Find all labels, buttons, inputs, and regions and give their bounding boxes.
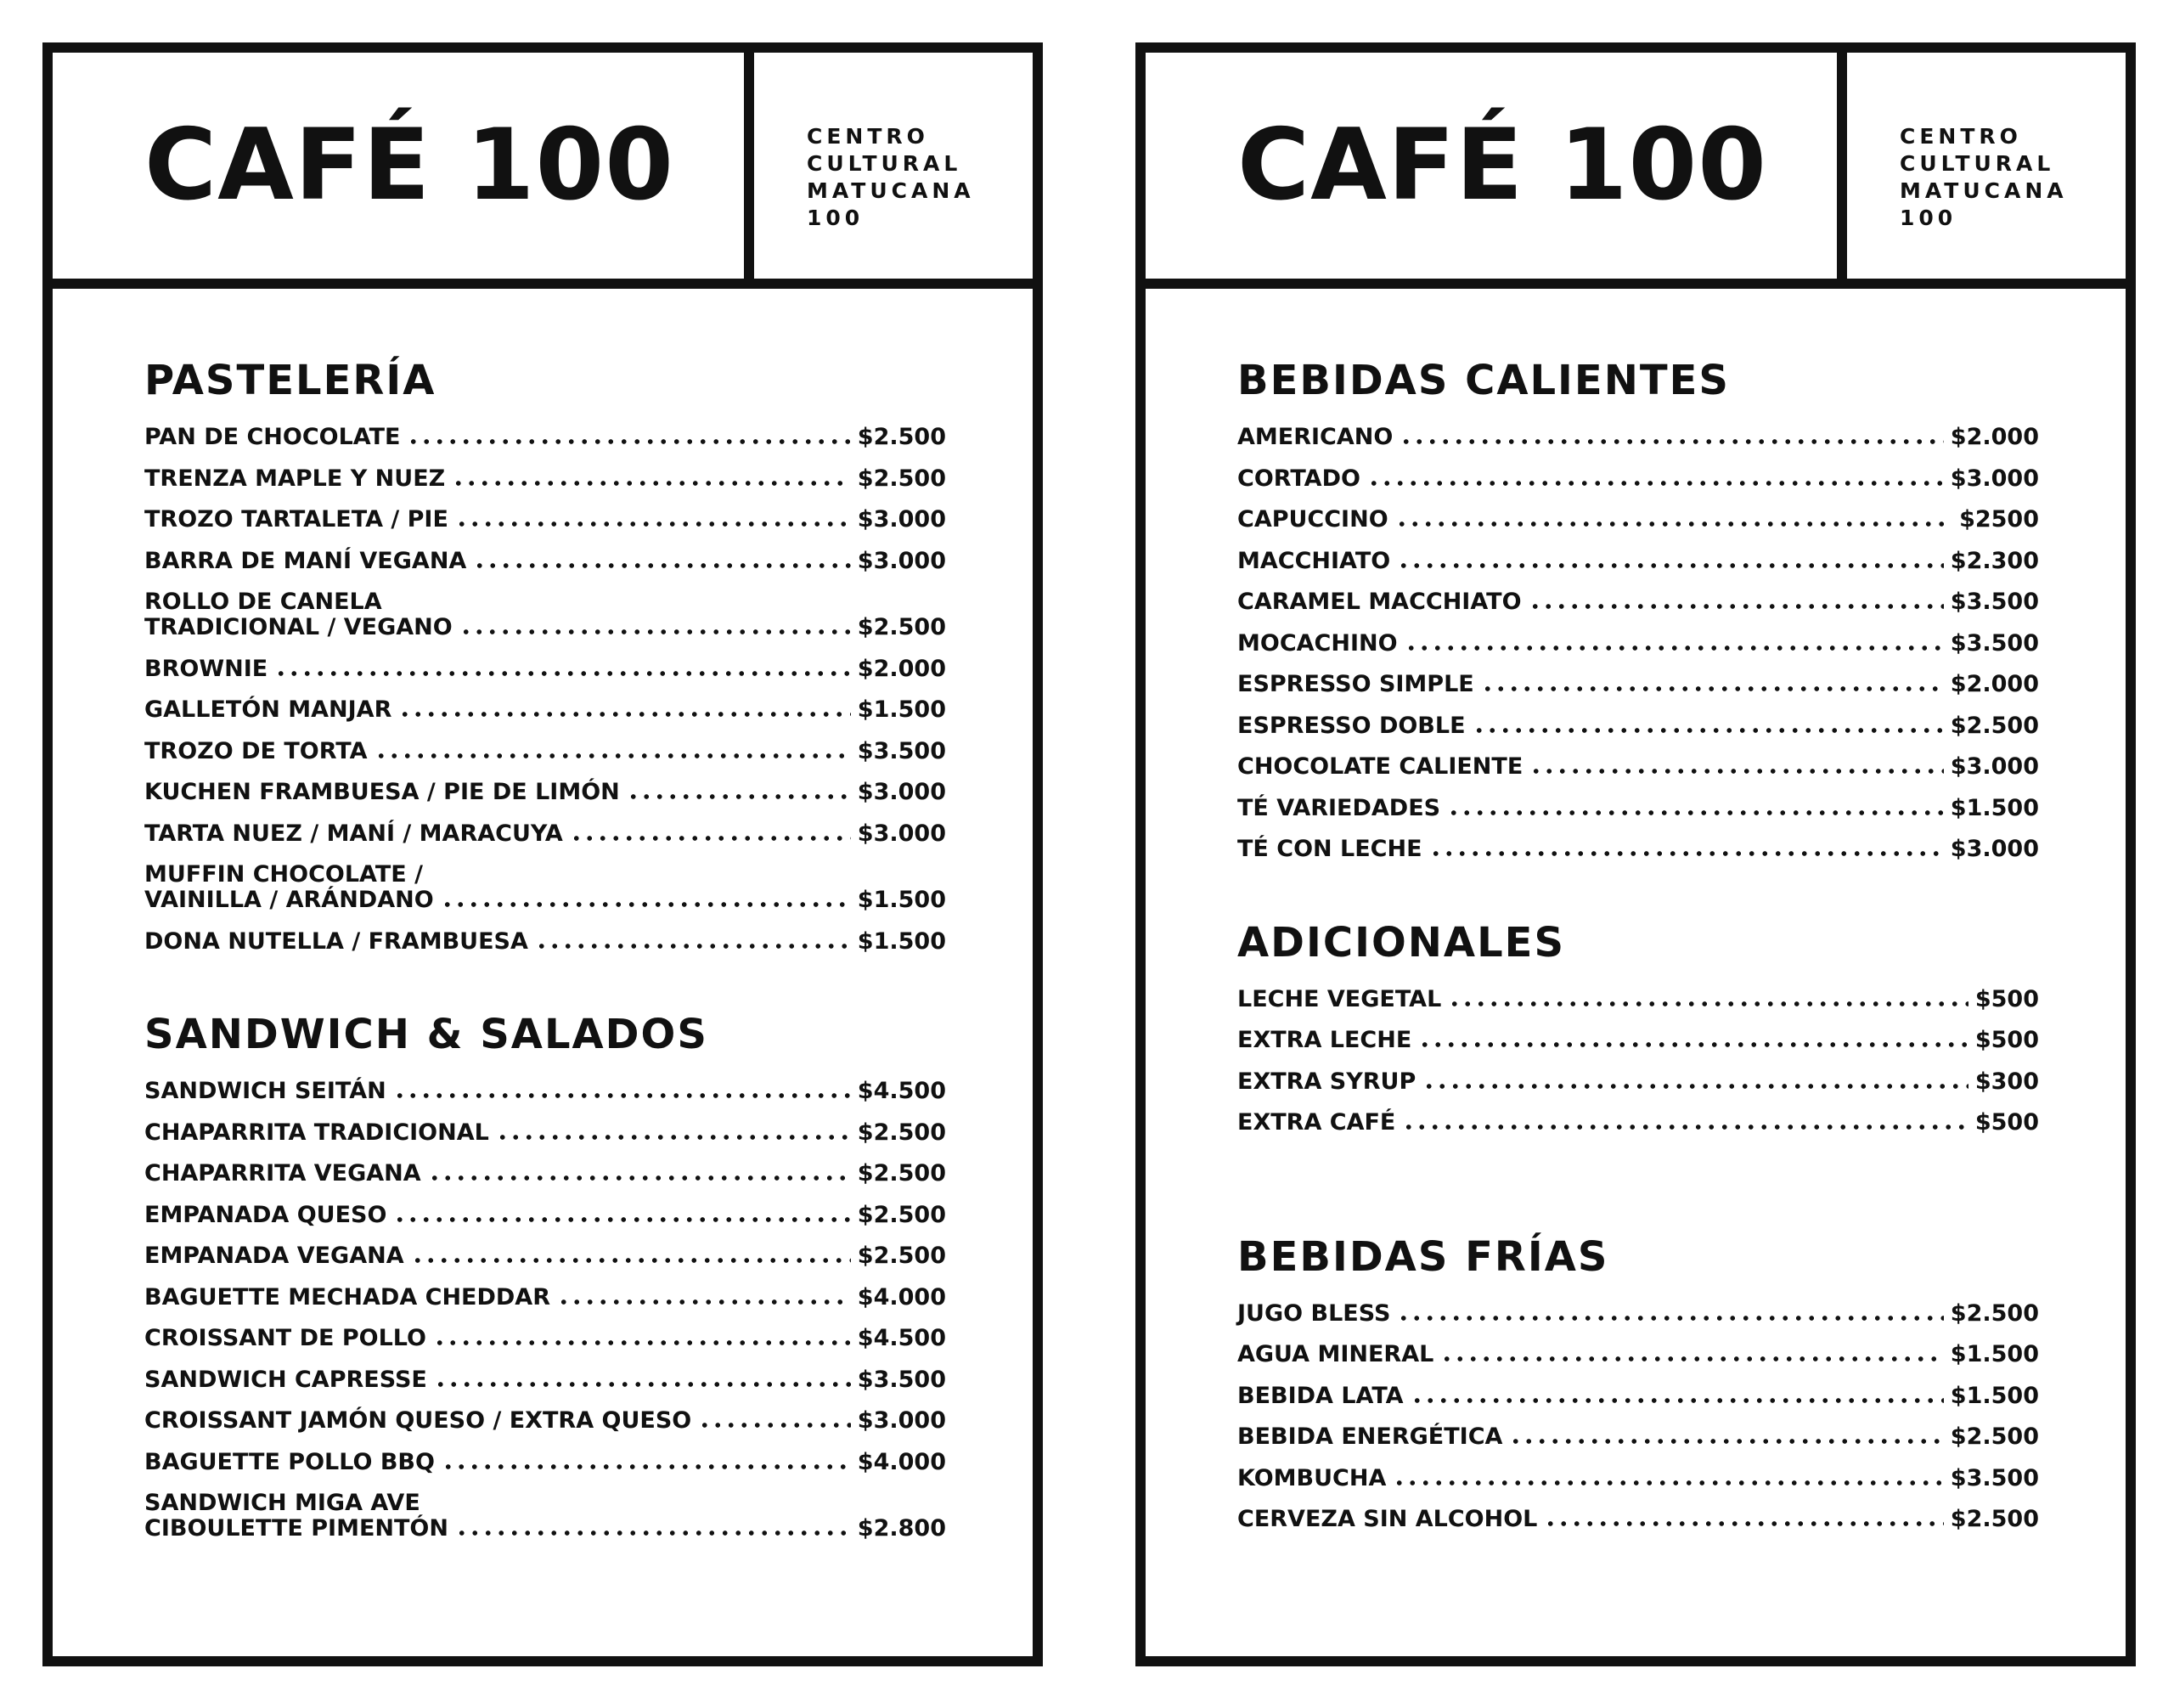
menu-item xyxy=(144,1450,946,1475)
menu-item-price: $1.500 xyxy=(857,887,946,913)
menu-item-price: $4.000 xyxy=(857,1448,946,1475)
menu-item-price: $1.500 xyxy=(1950,794,2039,821)
menu-item-price: $3.000 xyxy=(857,506,946,533)
header-title-cell xyxy=(53,53,754,279)
menu-item xyxy=(1237,1028,2039,1053)
menu-item-price: $500 xyxy=(1974,985,2039,1012)
menu-item xyxy=(144,1285,946,1311)
menu-item-name: TÉ CON LECHE xyxy=(1237,836,1422,862)
menu-item-price: $3.500 xyxy=(1950,1464,2039,1491)
menu-item-price: $2.500 xyxy=(1950,1299,2039,1327)
menu-item xyxy=(1237,796,2039,821)
menu-item-name: KUCHEN FRAMBUESA / PIE DE LIMÓN xyxy=(144,779,620,805)
menu-item xyxy=(1237,672,2039,697)
menu-item xyxy=(144,1120,946,1146)
dot-leader xyxy=(1397,1303,1943,1323)
dot-leader xyxy=(1405,633,1944,653)
item-list xyxy=(1237,987,2039,1136)
menu-item-price: $2.000 xyxy=(857,655,946,682)
menu-item-name: ROLLO DE CANELA TRADICIONAL / VEGANO xyxy=(144,589,453,640)
menu-item-price: $2.500 xyxy=(1950,712,2039,739)
section-title: PASTELERÍA xyxy=(144,357,436,404)
menu-item xyxy=(144,657,946,682)
menu-item-price: $1.500 xyxy=(857,927,946,955)
menu-item-price: $500 xyxy=(1974,1027,2039,1053)
section-title: ADICIONALES xyxy=(1237,918,1566,967)
section-bebidas-frias xyxy=(1237,1233,2039,1533)
menu-item-price: $3.000 xyxy=(1950,836,2039,862)
menu-item-name: EXTRA LECHE xyxy=(1237,1027,1412,1053)
menu-item-name: SANDWICH CAPRESSE xyxy=(144,1366,427,1393)
dot-leader xyxy=(455,1518,851,1538)
menu-item xyxy=(144,507,946,533)
menu-item-price: $1.500 xyxy=(1950,1382,2039,1409)
menu-item-name: BARRA DE MANÍ VEGANA xyxy=(144,547,467,574)
menu-item-price: $2.300 xyxy=(1950,547,2039,574)
menu-item xyxy=(1237,549,2039,574)
dot-leader xyxy=(557,1287,851,1307)
menu-item-name: BEBIDA LATA xyxy=(1237,1382,1404,1409)
menu-item-price: $3.000 xyxy=(857,779,946,805)
dot-leader xyxy=(452,468,851,488)
menu-item xyxy=(1237,1466,2039,1491)
venue-line: 100 xyxy=(807,206,865,230)
menu-item-name: SANDWICH SEITÁN xyxy=(144,1078,386,1104)
menu-item-price: $4.500 xyxy=(857,1078,946,1104)
menu-panel-left xyxy=(42,42,1043,1666)
venue-name xyxy=(1900,123,2068,232)
menu-item-price: $2.000 xyxy=(1950,424,2039,450)
menu-item-name: CARAMEL MACCHIATO xyxy=(1237,589,1522,615)
dot-leader xyxy=(1509,1426,1943,1446)
menu-item-price: $2.500 xyxy=(857,614,946,640)
menu-item xyxy=(144,1161,946,1187)
menu-item-price: $300 xyxy=(1974,1068,2039,1095)
dot-leader xyxy=(1400,426,1943,447)
menu-item-name: EMPANADA QUESO xyxy=(144,1201,387,1228)
dot-leader xyxy=(1411,1385,1944,1406)
menu-item-name: CAPUCCINO xyxy=(1237,506,1388,533)
menu-item-price: $1.500 xyxy=(857,696,946,723)
dot-leader xyxy=(1367,468,1944,488)
dot-leader xyxy=(274,658,851,679)
section-bebidas-calientes xyxy=(1237,357,2039,862)
section-adicionales xyxy=(1237,919,2039,1136)
menu-item-name: MOCACHINO xyxy=(1237,629,1398,657)
menu-item xyxy=(144,1326,946,1351)
menu-item-name: MUFFIN CHOCOLATE / VAINILLA / ARÁNDANO xyxy=(144,861,434,913)
menu-item-price: $2.500 xyxy=(857,1160,946,1187)
dot-leader xyxy=(393,1204,850,1225)
menu-item-name: CROISSANT DE POLLO xyxy=(144,1325,426,1351)
menu-item xyxy=(144,821,946,847)
menu-item xyxy=(144,929,946,955)
cafe-title: CAFÉ 100 xyxy=(144,108,674,223)
menu-content-left xyxy=(144,357,946,1558)
menu-item-name: CHOCOLATE CALIENTE xyxy=(1237,753,1523,780)
menu-item-price: $3.500 xyxy=(1950,589,2039,615)
venue-line: CENTRO xyxy=(807,124,929,149)
dot-leader xyxy=(407,426,850,447)
dot-leader xyxy=(1422,1071,1968,1091)
menu-item xyxy=(144,739,946,764)
dot-leader xyxy=(411,1245,851,1265)
menu-item-name: TÉ VARIEDADES xyxy=(1237,794,1441,821)
menu-item xyxy=(144,1367,946,1393)
menu-item xyxy=(1237,754,2039,780)
menu-item-name: BROWNIE xyxy=(144,655,268,682)
menu-item xyxy=(144,780,946,805)
menu-item xyxy=(144,1491,946,1542)
venue-line: CULTURAL xyxy=(807,151,962,176)
menu-item xyxy=(144,1079,946,1104)
cafe-title: CAFÉ 100 xyxy=(1237,108,1767,223)
menu-item-name: TRENZA MAPLE Y NUEZ xyxy=(144,465,446,492)
menu-item-name: LECHE VEGETAL xyxy=(1237,985,1442,1012)
menu-item-price: $3.000 xyxy=(857,547,946,574)
section-title: BEBIDAS CALIENTES xyxy=(1237,357,1730,404)
item-list xyxy=(1237,1301,2039,1533)
dot-leader xyxy=(535,931,851,951)
dot-leader xyxy=(398,699,850,719)
venue-line: CULTURAL xyxy=(1900,151,2055,176)
menu-item-name: GALLETÓN MANJAR xyxy=(144,696,392,723)
menu-item-name: CERVEZA SIN ALCOHOL xyxy=(1237,1506,1538,1532)
menu-item-price: $2.500 xyxy=(857,1201,946,1228)
item-list xyxy=(144,425,946,955)
menu-item xyxy=(1237,713,2039,739)
section-pasteleria xyxy=(144,357,946,955)
menu-item xyxy=(144,697,946,723)
menu-item-name: BAGUETTE POLLO BBQ xyxy=(144,1448,435,1475)
menu-item xyxy=(1237,1507,2039,1532)
menu-item-name: SANDWICH MIGA AVE CIBOULETTE PIMENTÓN xyxy=(144,1490,448,1542)
venue-line: MATUCANA xyxy=(1900,178,2068,203)
venue-line: 100 xyxy=(1900,206,1957,230)
menu-item-name: BEBIDA ENERGÉTICA xyxy=(1237,1423,1503,1450)
menu-item-name: AGUA MINERAL xyxy=(1237,1341,1434,1367)
menu-item-name: CROISSANT JAMÓN QUESO / EXTRA QUESO xyxy=(144,1407,692,1434)
dot-leader xyxy=(375,741,851,761)
section-title: BEBIDAS FRÍAS xyxy=(1237,1232,1609,1281)
menu-item-price: $500 xyxy=(1974,1109,2039,1136)
item-list xyxy=(1237,425,2039,862)
menu-item xyxy=(1237,1110,2039,1136)
menu-item-price: $3.500 xyxy=(857,737,946,764)
menu-item-name: BAGUETTE MECHADA CHEDDAR xyxy=(144,1283,550,1311)
menu-item xyxy=(144,466,946,492)
menu-item-name: KOMBUCHA xyxy=(1237,1464,1387,1491)
menu-item-name: ESPRESSO DOBLE xyxy=(1237,712,1466,739)
menu-item-price: $2.500 xyxy=(857,424,946,450)
menu-item-price: $2.800 xyxy=(857,1515,946,1542)
menu-item-price: $2.500 xyxy=(857,1243,946,1269)
menu-item xyxy=(1237,589,2039,615)
dot-leader xyxy=(1440,1344,1944,1364)
menu-item xyxy=(1237,1384,2039,1409)
menu-item-price: $3.000 xyxy=(857,1407,946,1434)
menu-item xyxy=(144,549,946,574)
menu-content-right xyxy=(1237,357,2039,1548)
menu-item-name: TROZO TARTALETA / PIE xyxy=(144,506,448,533)
dot-leader xyxy=(627,781,851,802)
menu-item-name: TARTA NUEZ / MANÍ / MARACUYA xyxy=(144,820,563,847)
menu-item-price: $4.000 xyxy=(857,1283,946,1311)
dot-leader xyxy=(1529,756,1944,776)
dot-leader xyxy=(428,1163,851,1183)
section-title: SANDWICH & SALADOS xyxy=(144,1011,708,1058)
dot-leader xyxy=(1397,550,1944,571)
dot-leader xyxy=(1429,838,1944,859)
dot-leader xyxy=(1544,1508,1943,1529)
section-sandwich-salados xyxy=(144,1011,946,1542)
menu-item-name: AMERICANO xyxy=(1237,424,1394,450)
menu-item-price: $1.500 xyxy=(1950,1341,2039,1367)
menu-item-price: $3.500 xyxy=(857,1366,946,1393)
dot-leader xyxy=(441,889,851,910)
menu-panel-right xyxy=(1135,42,2136,1666)
menu-item xyxy=(1237,1301,2039,1327)
menu-item-price: $2.500 xyxy=(1950,1423,2039,1450)
menu-item-price: $3.500 xyxy=(1950,629,2039,657)
dot-leader xyxy=(496,1122,851,1142)
menu-item xyxy=(144,862,946,913)
menu-item-name: EMPANADA VEGANA xyxy=(144,1243,404,1269)
dot-leader xyxy=(459,617,851,637)
dot-leader xyxy=(433,1328,851,1348)
venue-line: CENTRO xyxy=(1900,124,2022,149)
menu-item-name: JUGO BLESS xyxy=(1237,1299,1391,1327)
menu-item-name: ESPRESSO SIMPLE xyxy=(1237,671,1474,697)
menu-item-name: EXTRA SYRUP xyxy=(1237,1068,1416,1095)
venue-name xyxy=(807,123,975,232)
menu-item-price: $3.000 xyxy=(1950,753,2039,780)
dot-leader xyxy=(698,1410,851,1430)
dot-leader xyxy=(1418,1029,1968,1050)
menu-item-price: $2500 xyxy=(1959,506,2039,533)
menu-item xyxy=(1237,631,2039,657)
dot-leader xyxy=(1473,715,1944,736)
venue-line: MATUCANA xyxy=(807,178,975,203)
menu-item xyxy=(1237,1424,2039,1450)
menu-item xyxy=(1237,837,2039,862)
dot-leader xyxy=(1448,989,1968,1009)
menu-item-price: $3.000 xyxy=(857,820,946,847)
menu-item xyxy=(1237,507,2039,533)
menu-item-price: $3.000 xyxy=(1950,465,2039,492)
menu-item-price: $2.500 xyxy=(857,1119,946,1146)
menu-item-name: CORTADO xyxy=(1237,465,1360,492)
dot-leader xyxy=(1393,1468,1943,1488)
menu-item xyxy=(1237,466,2039,492)
menu-item xyxy=(144,1408,946,1434)
dot-leader xyxy=(1402,1112,1968,1132)
dot-leader xyxy=(570,823,851,843)
menu-item-name: EXTRA CAFÉ xyxy=(1237,1109,1396,1136)
menu-item-name: MACCHIATO xyxy=(1237,547,1391,574)
menu-item xyxy=(1237,1342,2039,1367)
dot-leader xyxy=(455,509,851,529)
menu-header xyxy=(53,53,1033,289)
menu-item xyxy=(1237,987,2039,1012)
menu-item-price: $2.000 xyxy=(1950,671,2039,697)
menu-item xyxy=(144,1203,946,1228)
dot-leader xyxy=(393,1080,851,1101)
dot-leader xyxy=(1529,591,1944,612)
dot-leader xyxy=(1481,674,1944,694)
menu-item-name: PAN DE CHOCOLATE xyxy=(144,424,401,450)
item-list xyxy=(144,1079,946,1542)
menu-item xyxy=(144,589,946,640)
menu-item-price: $4.500 xyxy=(857,1325,946,1351)
dot-leader xyxy=(1395,509,1952,529)
menu-item xyxy=(1237,1069,2039,1095)
menu-header xyxy=(1146,53,2126,289)
menu-item xyxy=(144,1243,946,1269)
menu-item xyxy=(1237,425,2039,450)
menu-item xyxy=(144,425,946,450)
menu-item-price: $2.500 xyxy=(1950,1506,2039,1532)
menu-item-price: $2.500 xyxy=(857,465,946,492)
header-title-cell xyxy=(1146,53,1847,279)
menu-item-name: TROZO DE TORTA xyxy=(144,737,368,764)
dot-leader xyxy=(442,1452,851,1472)
dot-leader xyxy=(473,550,850,571)
menu-item-name: CHAPARRITA VEGANA xyxy=(144,1160,421,1187)
dot-leader xyxy=(434,1369,851,1390)
menu-item-name: DONA NUTELLA / FRAMBUESA xyxy=(144,927,528,955)
menu-item-name: CHAPARRITA TRADICIONAL xyxy=(144,1119,489,1146)
dot-leader xyxy=(1447,798,1944,818)
